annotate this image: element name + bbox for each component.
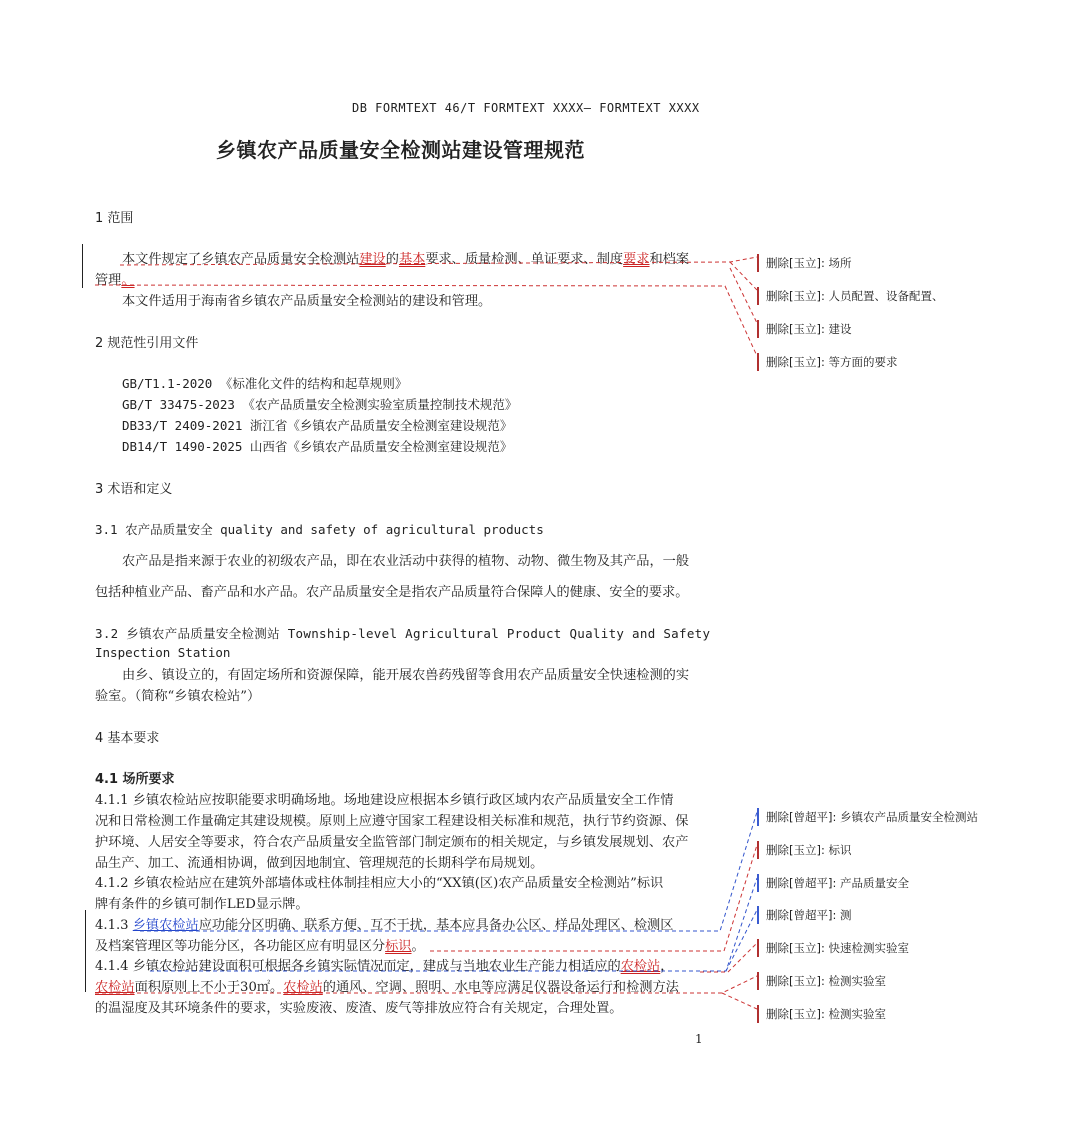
comment-label: 删除[曾超平]:	[766, 876, 837, 890]
text-run: 的	[385, 252, 399, 267]
text-run: 和档案	[649, 252, 690, 267]
comment-label: 删除[玉立]:	[766, 322, 825, 336]
leader-line	[730, 268, 757, 323]
section-4-heading: 4 基本要求	[95, 731, 160, 746]
deleted-text[interactable]: 建设	[359, 252, 386, 267]
change-bar	[85, 910, 86, 992]
clause-4-1-4-line3: 的温湿度及其环境条件的要求，实验废液、废渣、废气等排放应符合有关规定，合理处置。	[95, 1001, 623, 1016]
comment-label: 删除[玉立]:	[766, 355, 825, 369]
comment-label: 删除[玉立]:	[766, 941, 825, 955]
scope-paragraph-2: 本文件适用于海南省乡镇农产品质量安全检测站的建设和管理。	[122, 294, 492, 309]
comment-label: 删除[玉立]:	[766, 289, 825, 303]
reference-item: DB33/T 2409-2021 浙江省《乡镇农产品质量安全检测室建设规范》	[122, 418, 513, 433]
leader-line	[700, 943, 757, 972]
comment-balloon[interactable]	[757, 972, 886, 990]
comment-text: 检测实验室	[828, 1007, 887, 1021]
scope-paragraph-line2	[95, 269, 135, 288]
comment-text: 产品质量安全	[840, 876, 910, 890]
comment-label: 删除[玉立]:	[766, 1007, 825, 1021]
deleted-text[interactable]: 基本	[398, 252, 426, 267]
comment-text: 乡镇农产品质量安全检测站	[840, 810, 979, 824]
comment-text: 建设	[828, 322, 852, 336]
comment-text: 测	[840, 908, 852, 922]
term-3-2-definition: 验室。（简称“乡镇农检站”）	[95, 689, 261, 704]
text-run: 及档案管理区等功能分区，各功能区应有明显区分	[95, 939, 386, 954]
text-run: 应功能分区明确、联系方便、互不干扰，基本应具备办公区、样品处理区、检测区	[198, 918, 674, 933]
leader-line	[722, 993, 757, 1009]
reference-item: DB14/T 1490-2025 山西省《乡镇农产品质量安全检测室建设规范》	[122, 439, 513, 454]
comment-label: 删除[玉立]:	[766, 843, 825, 857]
comment-text: 等方面的要求	[828, 355, 898, 369]
clause-4-1-3-line1	[95, 914, 673, 933]
text-run: 4.1.3	[95, 918, 133, 933]
deleted-text[interactable]: 。	[121, 273, 135, 288]
comment-label: 删除[曾超平]:	[766, 908, 837, 922]
text-run: 管理	[95, 273, 122, 288]
term-3-2-definition: 由乡、镇设立的，有固定场所和资源保障，能开展农兽药残留等食用农产品质量安全快速检测的实	[122, 668, 690, 683]
deleted-text[interactable]: 农检站	[283, 980, 323, 995]
inserted-text[interactable]: 乡镇农检站	[132, 918, 199, 933]
document-header: DB FORMTEXT 46/T FORMTEXT XXXX— FORMTEXT XXXX	[352, 101, 700, 115]
change-bar	[82, 244, 83, 288]
text-run: 4.1.4 乡镇农检站建设面积可根据各乡镇实际情况而定，建成与当地农业生产能力相适应的	[95, 959, 621, 974]
comment-balloon[interactable]	[757, 906, 852, 924]
deleted-text[interactable]: 要求	[623, 252, 650, 267]
text-run: 面积原则上不小于30㎡。	[134, 980, 284, 995]
clause-4-1-4-line1	[95, 955, 673, 974]
comment-balloon[interactable]	[757, 874, 909, 892]
term-3-2-heading: Inspection Station	[95, 645, 231, 660]
comment-balloon[interactable]	[757, 808, 978, 826]
term-3-1-heading: 3.1 农产品质量安全 quality and safety of agricultural products	[95, 522, 544, 537]
comment-balloon[interactable]	[757, 939, 909, 957]
reference-item: GB/T 33475-2023 《农产品质量安全检测实验室质量控制技术规范》	[122, 397, 518, 412]
section-4-1-heading: 4.1 场所要求	[95, 772, 175, 787]
comment-balloon[interactable]	[757, 841, 852, 859]
section-3-heading: 3 术语和定义	[95, 482, 173, 497]
comment-label: 删除[玉立]:	[766, 974, 825, 988]
page-number: 1	[695, 1032, 703, 1046]
text-run: ，	[660, 959, 674, 974]
clause-4-1-3-line2	[95, 935, 425, 954]
comment-balloon[interactable]	[757, 287, 944, 305]
clause-4-1-4-line2	[95, 976, 679, 995]
comment-text: 快速检测实验室	[828, 941, 910, 955]
deleted-text[interactable]: 标识	[385, 939, 412, 954]
comment-balloon[interactable]	[757, 320, 852, 338]
reference-item: GB/T1.1-2020 《标准化文件的结构和起草规则》	[122, 376, 408, 391]
text-run: 的通风、空调、照明、水电等应满足仪器设备运行和检测方法	[322, 980, 679, 995]
clause-4-1-1: 品生产、加工、流通相协调，做到因地制宜、管理规范的长期科学布局规划。	[95, 856, 544, 871]
term-3-1-definition: 包括种植业产品、畜产品和水产品。农产品质量安全是指农产品质量符合保障人的健康、安全的要求。	[95, 585, 689, 600]
deleted-text[interactable]: 农检站	[620, 959, 661, 974]
term-3-2-heading: 3.2 乡镇农产品质量安全检测站 Township-level Agricultural Product Quality and Safety	[95, 626, 711, 641]
comment-text: 标识	[828, 843, 852, 857]
clause-4-1-1: 护环境、人居安全等要求，符合农产品质量安全监管部门制定颁布的相关规定，与乡镇发展规划、农产	[95, 835, 689, 850]
clause-4-1-1: 况和日常检测工作量确定其建设规模。原则上应遵守国家工程建设相关标准和规范，执行节约资源、保	[95, 814, 689, 829]
scope-paragraph-line1	[122, 248, 689, 267]
document-title: 乡镇农产品质量安全检测站建设管理规范	[216, 138, 585, 162]
clause-4-1-2: 4.1.2 乡镇农检站应在建筑外部墙体或柱体制挂相应大小的“XX镇(区)农产品质量安全检测站”标识	[95, 876, 664, 891]
deleted-text[interactable]: 农检站	[95, 980, 135, 995]
term-3-1-definition: 农产品是指来源于农业的初级农产品，即在农业活动中获得的植物、动物、微生物及其产品，一般	[122, 554, 690, 569]
section-1-heading: 1 范围	[95, 211, 134, 226]
comment-text: 场所	[828, 256, 852, 270]
comment-balloon[interactable]	[757, 254, 852, 272]
comment-label: 删除[玉立]:	[766, 256, 825, 270]
text-run: 要求、质量检测、单证要求、制度	[425, 252, 624, 267]
comment-balloon[interactable]	[757, 353, 898, 371]
text-run: 。	[411, 939, 425, 954]
leader-line	[726, 910, 757, 971]
comment-label: 删除[曾超平]:	[766, 810, 837, 824]
clause-4-1-2: 牌有条件的乡镇可制作LED显示牌。	[95, 897, 309, 912]
comment-text: 检测实验室	[828, 974, 887, 988]
comment-text: 人员配置、设备配置、	[828, 289, 944, 303]
comment-balloon[interactable]	[757, 1005, 886, 1023]
text-run: 本文件规定了乡镇农产品质量安全检测站	[122, 252, 360, 267]
section-2-heading: 2 规范性引用文件	[95, 336, 199, 351]
leader-line	[730, 262, 757, 290]
clause-4-1-1: 4.1.1 乡镇农检站应按职能要求明确场地。场地建设应根据本乡镇行政区域内农产品质量安全工作情	[95, 793, 674, 808]
